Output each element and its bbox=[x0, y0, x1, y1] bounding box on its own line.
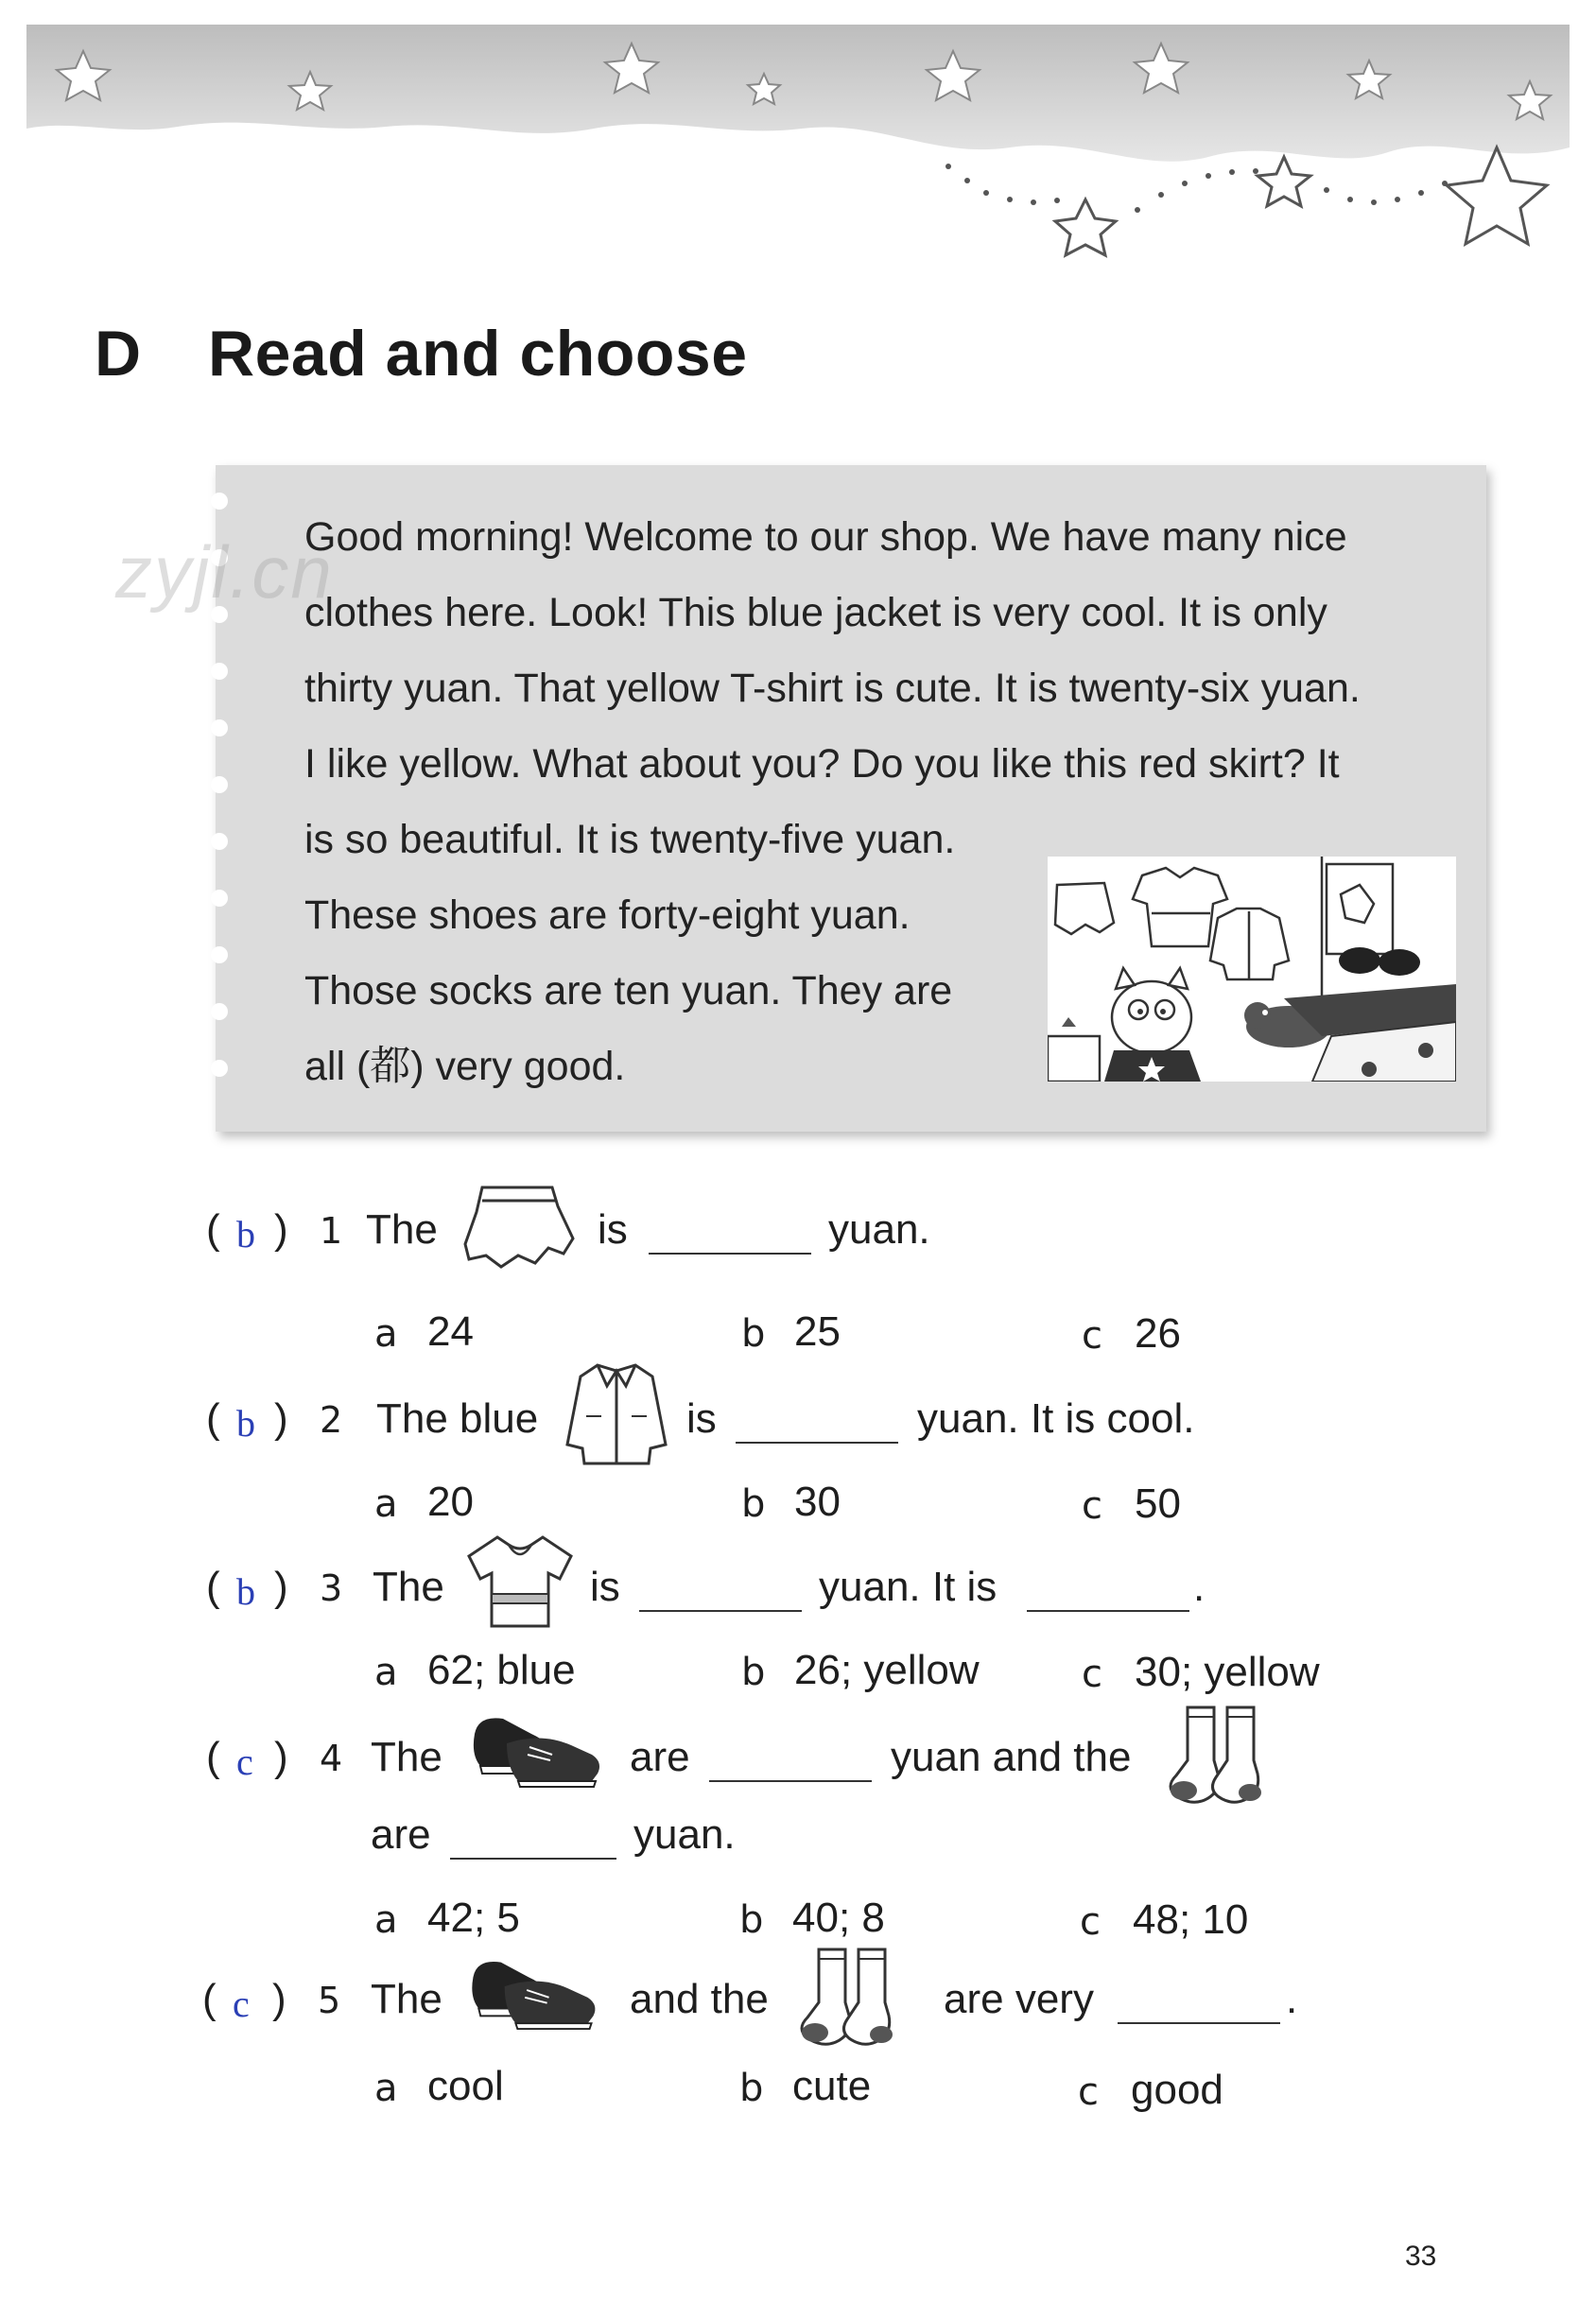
question-text: . bbox=[1193, 1564, 1206, 1610]
option-letter: a bbox=[374, 1482, 398, 1526]
answer-bracket: ( bbox=[206, 1734, 220, 1780]
question-number: 3 bbox=[320, 1567, 343, 1609]
answer-blank[interactable] bbox=[450, 1858, 616, 1860]
option-letter: a bbox=[374, 1651, 398, 1694]
option-letter: b bbox=[739, 1898, 764, 1942]
question-text: yuan and the bbox=[891, 1734, 1132, 1780]
question-number: 5 bbox=[318, 1980, 341, 2021]
option-letter: c bbox=[1078, 2070, 1099, 2114]
passage-line: is so beautiful. It is twenty-five yuan. bbox=[304, 817, 956, 862]
passage-line: all (都) very good. bbox=[304, 1044, 626, 1089]
answer-bracket: ) bbox=[274, 1395, 288, 1442]
option-letter: c bbox=[1082, 1314, 1102, 1358]
option-letter: c bbox=[1082, 1653, 1102, 1696]
passage-line: thirty yuan. That yellow T-shirt is cute. It is twenty-six yuan. bbox=[304, 666, 1361, 711]
option-a[interactable]: cool bbox=[427, 2063, 504, 2109]
option-c[interactable]: 50 bbox=[1135, 1480, 1181, 1527]
shoes-icon bbox=[465, 1705, 603, 1789]
option-letter: a bbox=[374, 2067, 398, 2110]
answer-value[interactable]: b bbox=[236, 1402, 255, 1445]
watermark: zyjl.cn bbox=[115, 530, 334, 614]
question-text: yuan. It is bbox=[819, 1564, 998, 1610]
passage-line: Those socks are ten yuan. They are bbox=[304, 968, 953, 1013]
question-text: and the bbox=[630, 1976, 769, 2022]
question-number: 1 bbox=[320, 1210, 343, 1252]
question-text: yuan. bbox=[828, 1206, 930, 1253]
passage-line: I like yellow. What about you? Do you like this red skirt? It bbox=[304, 741, 1340, 787]
question-text: yuan. It is cool. bbox=[917, 1395, 1195, 1442]
option-letter: a bbox=[374, 1312, 398, 1356]
answer-bracket: ( bbox=[206, 1395, 220, 1442]
answer-blank[interactable] bbox=[736, 1442, 898, 1444]
option-b[interactable]: 40; 8 bbox=[792, 1895, 885, 1941]
question-text: is bbox=[598, 1206, 628, 1253]
question-text: The bbox=[366, 1206, 438, 1253]
answer-value[interactable]: c bbox=[233, 1982, 250, 2025]
jacket-icon bbox=[564, 1358, 669, 1469]
answer-bracket: ( bbox=[202, 1976, 217, 2022]
option-a[interactable]: 20 bbox=[427, 1479, 474, 1525]
option-letter: b bbox=[741, 1482, 766, 1526]
question-text: The bbox=[371, 1976, 442, 2022]
question-text: are very bbox=[944, 1976, 1094, 2022]
option-b[interactable]: 30 bbox=[794, 1479, 841, 1525]
answer-blank[interactable] bbox=[709, 1780, 872, 1782]
option-letter: b bbox=[739, 2067, 764, 2110]
skirt-icon bbox=[461, 1180, 577, 1274]
answer-blank[interactable] bbox=[639, 1610, 802, 1612]
question-text: yuan. bbox=[633, 1811, 736, 1858]
passage-line: clothes here. Look! This blue jacket is very cool. It is only bbox=[304, 590, 1327, 635]
option-c[interactable]: good bbox=[1131, 2067, 1223, 2113]
option-c[interactable]: 48; 10 bbox=[1133, 1896, 1249, 1943]
option-letter: c bbox=[1082, 1484, 1102, 1528]
shop-scene-illustration bbox=[1048, 857, 1456, 1082]
option-c[interactable]: 30; yellow bbox=[1135, 1649, 1320, 1695]
socks-icon bbox=[1159, 1702, 1282, 1808]
tshirt-icon bbox=[465, 1532, 575, 1632]
question-text: are bbox=[371, 1811, 431, 1858]
answer-value[interactable]: b bbox=[236, 1570, 255, 1613]
question-text: is bbox=[590, 1564, 620, 1610]
star-banner bbox=[26, 25, 1570, 280]
answer-blank[interactable] bbox=[1027, 1610, 1189, 1612]
passage-line: Good morning! Welcome to our shop. We have many nice bbox=[304, 514, 1347, 560]
answer-bracket: ) bbox=[274, 1564, 288, 1610]
section-letter: D bbox=[95, 318, 142, 390]
question-text: The bbox=[373, 1564, 444, 1610]
socks-icon bbox=[790, 1944, 913, 2050]
answer-blank[interactable] bbox=[1118, 2022, 1280, 2024]
question-text: is bbox=[686, 1395, 717, 1442]
answer-value[interactable]: c bbox=[236, 1740, 253, 1783]
answer-bracket: ( bbox=[206, 1206, 220, 1253]
option-a[interactable]: 62; blue bbox=[427, 1647, 576, 1693]
option-b[interactable]: cute bbox=[792, 2063, 872, 2109]
question-text: The blue bbox=[376, 1395, 539, 1442]
option-b[interactable]: 25 bbox=[794, 1308, 841, 1355]
option-letter: b bbox=[741, 1651, 766, 1694]
option-letter: a bbox=[374, 1898, 398, 1942]
option-letter: b bbox=[741, 1312, 766, 1356]
option-a[interactable]: 42; 5 bbox=[427, 1895, 520, 1941]
answer-value[interactable]: b bbox=[236, 1213, 255, 1255]
shoes-icon bbox=[463, 1949, 599, 2031]
option-a[interactable]: 24 bbox=[427, 1308, 474, 1355]
passage-line: These shoes are forty-eight yuan. bbox=[304, 892, 911, 938]
option-c[interactable]: 26 bbox=[1135, 1310, 1181, 1357]
option-letter: c bbox=[1080, 1900, 1101, 1944]
answer-bracket: ( bbox=[206, 1564, 220, 1610]
question-number: 4 bbox=[320, 1738, 343, 1779]
answer-bracket: ) bbox=[272, 1976, 286, 2022]
question-number: 2 bbox=[320, 1399, 343, 1441]
page-number: 33 bbox=[1405, 2241, 1437, 2272]
question-text: are bbox=[630, 1734, 690, 1780]
answer-blank[interactable] bbox=[649, 1253, 811, 1255]
option-b[interactable]: 26; yellow bbox=[794, 1647, 980, 1693]
section-title: Read and choose bbox=[208, 318, 748, 390]
answer-bracket: ) bbox=[274, 1734, 288, 1780]
question-text: The bbox=[371, 1734, 442, 1780]
answer-bracket: ) bbox=[274, 1206, 288, 1253]
question-text: . bbox=[1286, 1976, 1298, 2022]
